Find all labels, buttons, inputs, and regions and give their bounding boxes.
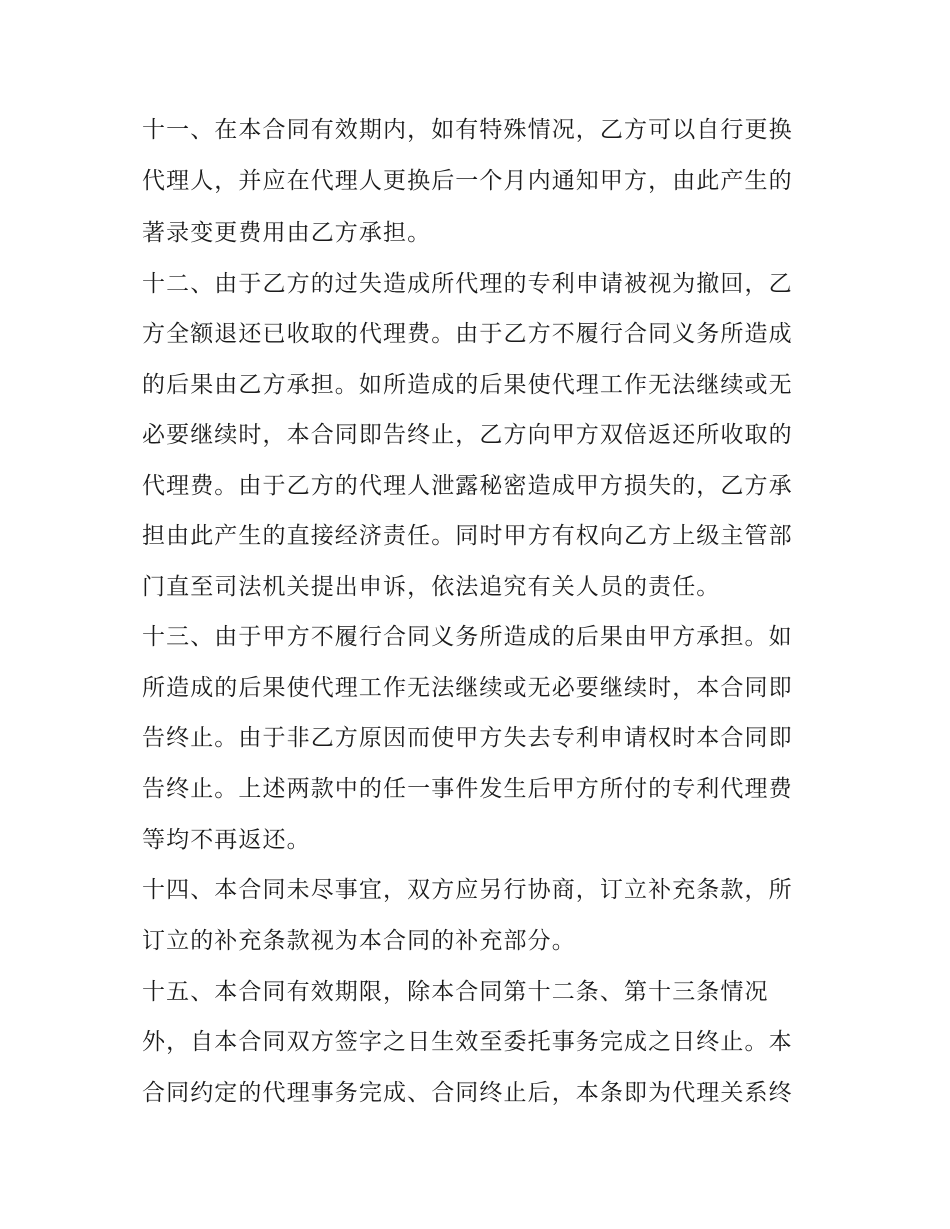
text-line: 十四、本合同未尽事宜，双方应另行协商，订立补充条款，所	[142, 877, 793, 903]
text-line: 方全额退还已收取的代理费。由于乙方不履行合同义务所造成	[142, 321, 793, 347]
text-line: 订立的补充条款视为本合同的补充部分。	[142, 928, 576, 954]
text-line: 的后果由乙方承担。如所造成的后果使代理工作无法继续或无	[142, 372, 793, 398]
text-line: 外，自本合同双方签字之日生效至委托事务完成之日终止。本	[142, 1029, 793, 1055]
text-line: 门直至司法机关提出申诉，依法追究有关人员的责任。	[142, 574, 721, 600]
text-line: 十三、由于甲方不履行合同义务所造成的后果由甲方承担。如	[142, 624, 793, 650]
text-line: 十二、由于乙方的过失造成所代理的专利申请被视为撤回，乙	[142, 271, 793, 297]
text-line: 代理人，并应在代理人更换后一个月内通知甲方，由此产生的	[142, 168, 793, 194]
text-line: 十五、本合同有效期限，除本合同第十二条、第十三条情况	[142, 979, 769, 1005]
text-line: 代理费。由于乙方的代理人泄露秘密造成甲方损失的，乙方承	[142, 473, 793, 499]
text-line: 所造成的后果使代理工作无法继续或无必要继续时，本合同即	[142, 675, 793, 701]
text-line: 合同约定的代理事务完成、合同终止后，本条即为代理关系终	[142, 1080, 793, 1106]
text-line: 十一、在本合同有效期内，如有特殊情况，乙方可以自行更换	[142, 117, 793, 143]
text-line: 著录变更费用由乙方承担。	[142, 220, 432, 246]
text-line: 告终止。由于非乙方原因而使甲方失去专利申请权时本合同即	[142, 725, 793, 751]
text-line: 等均不再返还。	[142, 827, 311, 853]
text-line: 必要继续时，本合同即告终止，乙方向甲方双倍返还所收取的	[142, 422, 793, 448]
text-line: 担由此产生的直接经济责任。同时甲方有权向乙方上级主管部	[142, 523, 793, 549]
text-line: 告终止。上述两款中的任一事件发生后甲方所付的专利代理费	[142, 776, 793, 802]
